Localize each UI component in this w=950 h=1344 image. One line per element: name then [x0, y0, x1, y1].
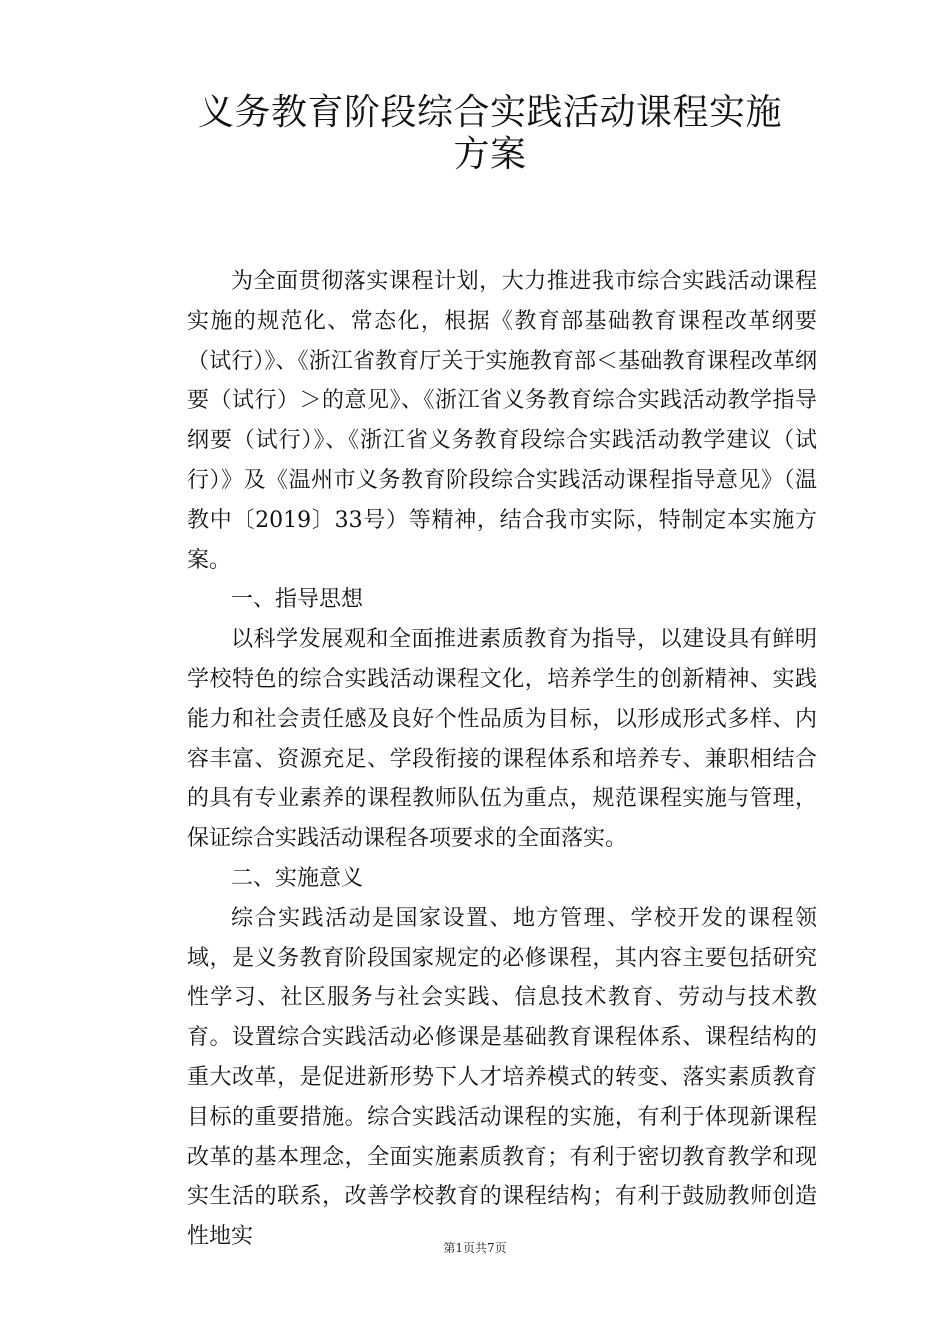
document-title: 义务教育阶段综合实践活动课程实施方案	[197, 92, 782, 175]
paragraph-guiding-ideology: 以科学发展观和全面推进素质教育为指导，以建设具有鲜明学校特色的综合实践活动课程文化，培养学生的创新精神、实践能力和社会责任感及良好个性品质为目标，以形成形式多样、内容丰富、资源充足、学段衔接的课程体系和培养专、兼职相结合的具有专业素养的课程教师队伍为重点，规范课程实施与管理，保证综合实践活动课程各项要求的全面落实。	[187, 627, 817, 852]
paragraph-implementation-significance: 综合实践活动是国家设置、地方管理、学校开发的课程领域，是义务教育阶段国家规定的必修课程，其内容主要包括研究性学习、社区服务与社会实践、信息技术教育、劳动与技术教育。设置综合实践活动必修课是基础教育课程体系、课程结构的重大改革，是促进新形势下人才培养模式的转变、落实素质教育目标的重要措施。综合实践活动课程的实施，有利于体现新课程改革的基本理念，全面实施素质教育；有利于密切教育教学和现实生活的联系，改善学校教育的课程结构；有利于鼓励教师创造性地实	[187, 905, 817, 1250]
heading-guiding-ideology: 一、指导思想	[231, 587, 364, 613]
document-body	[187, 262, 817, 1257]
paragraph-intro: 为全面贯彻落实课程计划，大力推进我市综合实践活动课程实施的规范化、常态化，根据《教育部基础教育课程改革纲要（试行）》、《浙江省教育厅关于实施教育部＜基础教育课程改革纲要（试行）＞的意见》、《浙江省义务教育综合实践活动教学指导纲要（试行）》、《浙江省义务教育段综合实践活动教学建议（试行）》及《温州市义务教育阶段综合实践活动课程指导意见》（温教中〔2019〕33号）等精神，结合我市实际，特制定本实施方案。	[187, 269, 817, 573]
heading-implementation-significance: 二、实施意义	[231, 865, 364, 891]
page-footer: 第1页共7页	[443, 1241, 507, 1255]
